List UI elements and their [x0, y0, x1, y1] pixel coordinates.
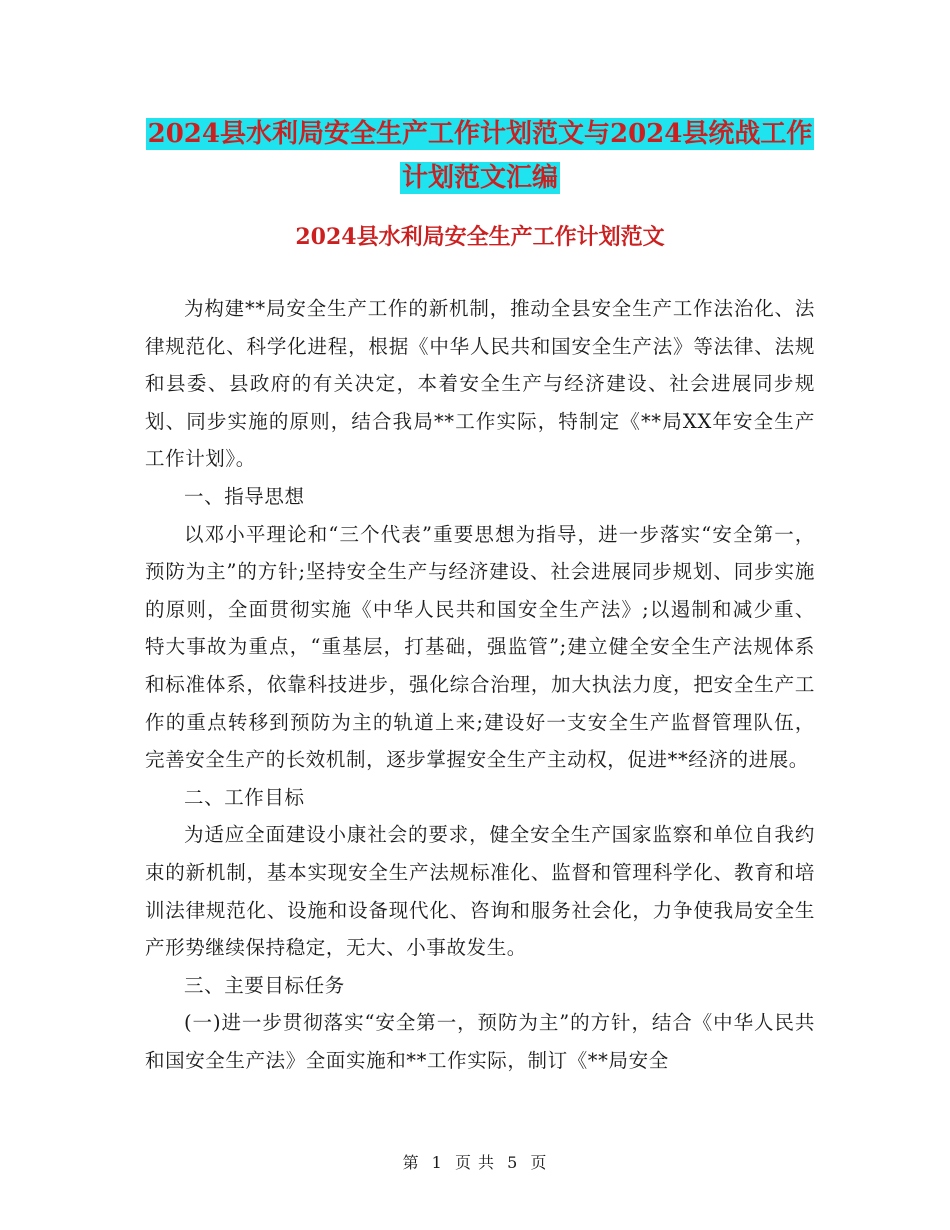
footer-page-number: 1: [431, 1153, 443, 1172]
footer-prefix: 第: [402, 1153, 420, 1172]
heading-main-tasks: 三、主要目标任务: [184, 973, 345, 997]
paragraph-guiding-ideology: 以邓小平理论和“三个代表”重要思想为指导，进一步落实“安全第一，预防为主”的方针;坚持安全生产与经济建设、社会进展同步规划、同步实施的原则，全面贯彻实施《中华人民共和国安全生产法》;以遏制和减少重、特大事故为重点，“重基层，打基础，强监管”;建立健全安全生产法规体系和标准体系，依靠科技进步，强化综合治理，加大执法力度，把安全生产工作的重点转移到预防为主的轨道上来;建设好一支安全生产监督管理队伍，完善安全生产的长效机制，逐步掌握安全生产主动权，促进**经济的进展。: [145, 522, 815, 772]
heading-work-goals: 二、工作目标: [184, 785, 305, 809]
document-body: [145, 290, 815, 1079]
page-footer: [0, 1150, 950, 1173]
paragraph-main-tasks: (一)进一步贯彻落实“安全第一，预防为主”的方针，结合《中华人民共和国安全生产法》全面实施和**工作实际，制订《**局安全: [145, 1011, 815, 1072]
footer-total-pages: 5: [507, 1153, 519, 1172]
document-title-text: 2024县水利局安全生产工作计划范文与2024县统战工作计划范文汇编: [147, 119, 813, 193]
heading-guiding-ideology: 一、指导思想: [184, 484, 305, 508]
paragraph-intro: 为构建**局安全生产工作的新机制，推动全县安全生产工作法治化、法律规范化、科学化进程，根据《中华人民共和国安全生产法》等法律、法规和县委、县政府的有关决定，本着安全生产与经济建设、社会进展同步规划、同步实施的原则，结合我局**工作实际，特制定《**局XX年安全生产工作计划》。: [145, 297, 815, 471]
section-title: 2024县水利局安全生产工作计划范文: [295, 224, 665, 250]
footer-middle: 页 共: [454, 1153, 496, 1172]
document-title: [140, 112, 820, 200]
footer-suffix: 页: [530, 1153, 548, 1172]
paragraph-work-goals: 为适应全面建设小康社会的要求，健全安全生产国家监察和单位自我约束的新机制，基本实现安全生产法规标准化、监督和管理科学化、教育和培训法律规范化、设施和设备现代化、咨询和服务社会化，力争使我局安全生产形势继续保持稳定，无大、小事故发生。: [145, 823, 815, 960]
